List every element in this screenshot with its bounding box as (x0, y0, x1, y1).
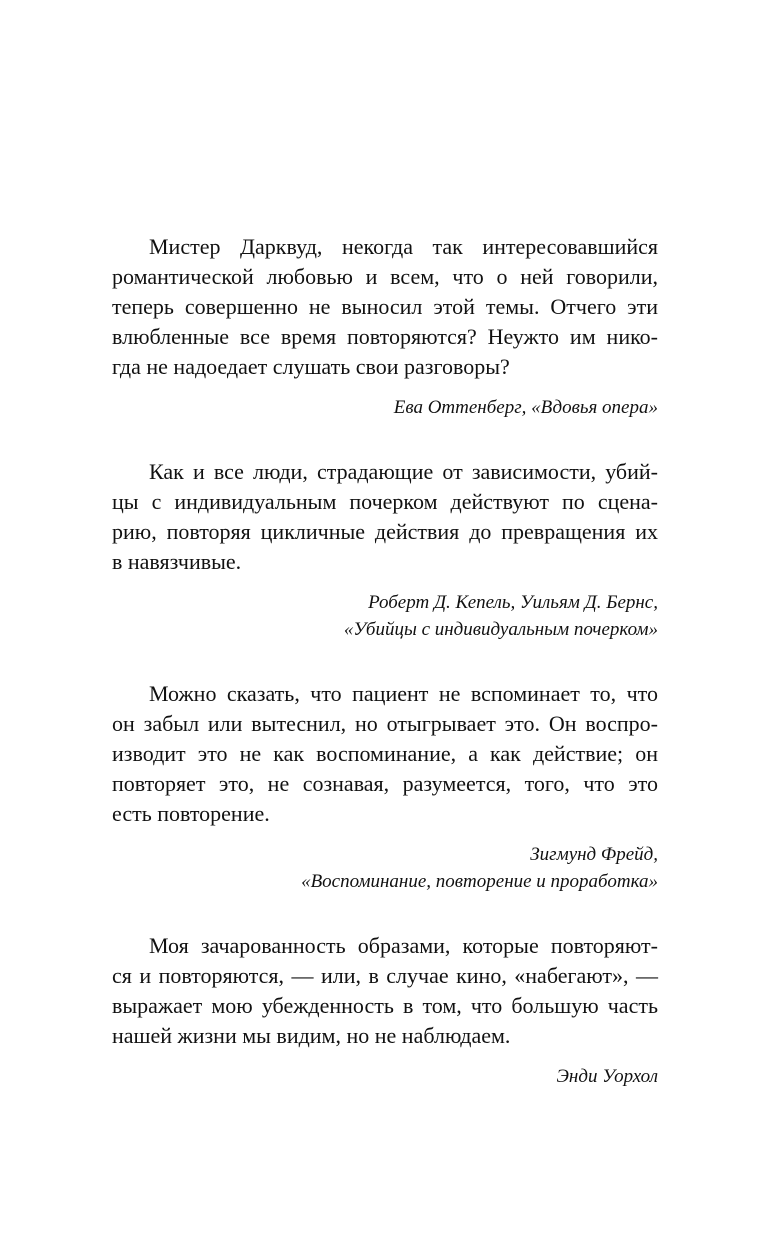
epigraph-quote (112, 931, 658, 1051)
epigraph-attribution (112, 841, 658, 895)
epigraph-4 (112, 931, 658, 1090)
quote-line: Моя зачарованность образами, которые повторяют- (149, 933, 658, 958)
spacer (112, 421, 658, 457)
quote-line: влюбленные все время повторяются? Неужто им нико- (112, 324, 658, 349)
attribution-line: Энди Уорхол (556, 1066, 658, 1087)
attribution-line: «Воспоминание, повторение и проработка» (301, 871, 658, 892)
attribution-line: «Убийцы с индивидуальным почерком» (343, 619, 658, 640)
attribution-line: Ева Оттенберг, «Вдовья опера» (393, 397, 658, 418)
epigraph-2 (112, 457, 658, 643)
spacer (112, 643, 658, 679)
epigraph-quote (112, 232, 658, 382)
quote-line: есть повторение. (112, 801, 270, 826)
quote-line: выражает мою убежденность в том, что большую часть (112, 993, 658, 1018)
quote-line: рию, повторяя цикличные действия до превращения их (112, 519, 658, 544)
epigraph-attribution (112, 394, 658, 421)
quote-line: повторяет это, не сознавая, разумеется, того, что это (112, 771, 658, 796)
epigraph-1 (112, 232, 658, 421)
quote-line: Как и все люди, страдающие от зависимости, убий- (149, 459, 658, 484)
quote-line: цы с индивидуальным почерком действуют по сцена- (112, 489, 658, 514)
epigraph-3 (112, 679, 658, 895)
epigraph-quote (112, 457, 658, 577)
quote-line: он забыл или вытеснил, но отыгрывает это. Он воспро- (112, 711, 658, 736)
epigraph-page (112, 232, 658, 1090)
epigraph-quote (112, 679, 658, 829)
quote-line: ся и повторяются, — или, в случае кино, «набегают», — (112, 963, 658, 988)
quote-line: в навязчивые. (112, 549, 242, 574)
attribution-line: Зигмунд Фрейд, (530, 844, 658, 865)
quote-line: гда не надоедает слушать свои разговоры? (112, 354, 510, 379)
quote-line: теперь совершенно не выносил этой темы. Отчего эти (112, 294, 658, 319)
quote-line: Мистер Дарквуд, некогда так интересовавшийся (149, 234, 658, 259)
quote-line: нашей жизни мы видим, но не наблюдаем. (112, 1023, 511, 1048)
epigraph-attribution (112, 1063, 658, 1090)
quote-line: Можно сказать, что пациент не вспоминает то, что (149, 681, 658, 706)
epigraph-attribution (112, 589, 658, 643)
attribution-line: Роберт Д. Кепель, Уильям Д. Бернс, (368, 592, 658, 613)
quote-line: романтической любовью и всем, что о ней говорили, (112, 264, 658, 289)
spacer (112, 895, 658, 931)
quote-line: изводит это не как воспоминание, а как действие; он (112, 741, 658, 766)
